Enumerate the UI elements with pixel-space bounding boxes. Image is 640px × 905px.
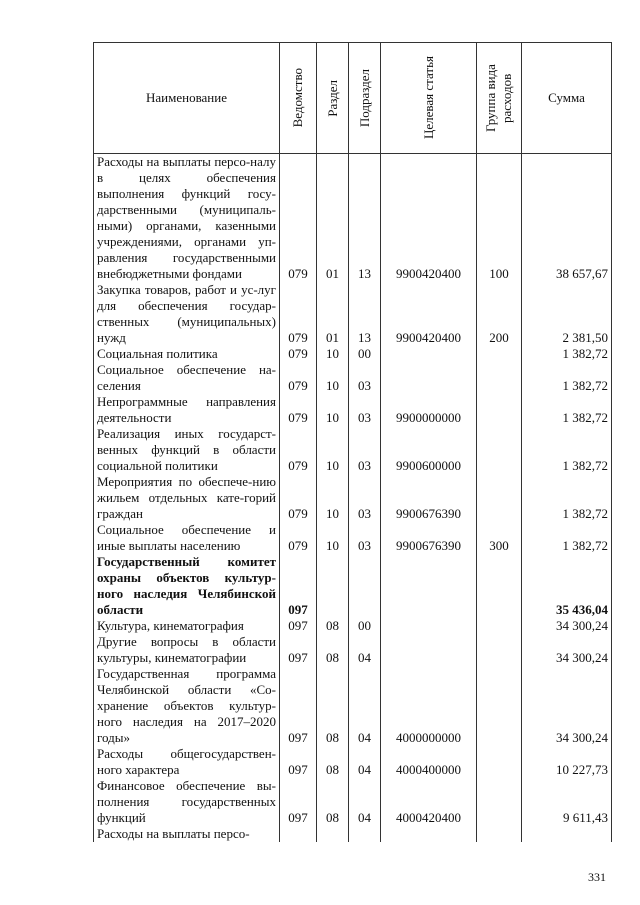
row-tselevaya-statya — [381, 634, 477, 666]
row-tselevaya-statya: 4000400000 — [381, 746, 477, 778]
header-tselevaya-statya: Целевая статья — [381, 43, 477, 154]
row-vedomstvo: 097 — [280, 778, 317, 826]
row-name: Расходы общегосударствен-ного характера — [94, 746, 280, 778]
header-name: Наименование — [94, 43, 280, 154]
table-row — [94, 746, 612, 778]
row-razdel: 10 — [317, 474, 349, 522]
row-razdel: 10 — [317, 362, 349, 394]
row-vedomstvo: 097 — [280, 618, 317, 634]
row-tselevaya-statya: 9900420400 — [381, 154, 477, 283]
row-vedomstvo: 097 — [280, 746, 317, 778]
row-podrazdel: 04 — [349, 746, 381, 778]
row-tselevaya-statya: 9900000000 — [381, 394, 477, 426]
table-header-row — [94, 43, 612, 154]
row-name: Государственный комитет охраны объектов культур-ного наследия Челябинской области — [94, 554, 280, 618]
row-tselevaya-statya — [381, 554, 477, 618]
row-podrazdel — [349, 826, 381, 842]
row-name: Расходы на выплаты персо- — [94, 826, 280, 842]
row-gruppa — [477, 634, 522, 666]
header-gruppa-vida-raskhodov: Группа вида расходов — [477, 43, 522, 154]
table-row — [94, 554, 612, 618]
table-row — [94, 826, 612, 842]
row-vedomstvo: 097 — [280, 554, 317, 618]
row-name: Государственная программа Челябинской области «Со-хранение объектов культур-ного наследия на 2017–2020 годы» — [94, 666, 280, 746]
row-gruppa — [477, 426, 522, 474]
row-tselevaya-statya: 9900600000 — [381, 426, 477, 474]
row-podrazdel: 03 — [349, 522, 381, 554]
row-name: Финансовое обеспечение вы-полнения государственных функций — [94, 778, 280, 826]
table-row — [94, 346, 612, 362]
row-vedomstvo: 097 — [280, 634, 317, 666]
row-gruppa — [477, 362, 522, 394]
row-tselevaya-statya — [381, 618, 477, 634]
row-tselevaya-statya: 4000000000 — [381, 666, 477, 746]
header-podrazdel: Подраздел — [349, 43, 381, 154]
row-summa: 1 382,72 — [522, 394, 612, 426]
header-razdel: Раздел — [317, 43, 349, 154]
row-razdel: 08 — [317, 634, 349, 666]
row-gruppa — [477, 826, 522, 842]
row-summa: 34 300,24 — [522, 634, 612, 666]
row-vedomstvo: 079 — [280, 362, 317, 394]
row-vedomstvo: 079 — [280, 522, 317, 554]
table-row — [94, 154, 612, 283]
row-gruppa — [477, 474, 522, 522]
row-name: Социальная политика — [94, 346, 280, 362]
row-podrazdel: 03 — [349, 426, 381, 474]
row-summa: 9 611,43 — [522, 778, 612, 826]
row-razdel: 08 — [317, 666, 349, 746]
row-name: Социальное обеспечение и иные выплаты населению — [94, 522, 280, 554]
row-summa: 35 436,04 — [522, 554, 612, 618]
row-vedomstvo: 079 — [280, 154, 317, 283]
table-row — [94, 394, 612, 426]
row-razdel: 10 — [317, 394, 349, 426]
row-razdel: 10 — [317, 426, 349, 474]
row-podrazdel: 13 — [349, 282, 381, 346]
row-razdel: 08 — [317, 618, 349, 634]
table-row — [94, 618, 612, 634]
row-tselevaya-statya: 9900676390 — [381, 522, 477, 554]
table-row — [94, 282, 612, 346]
row-vedomstvo: 079 — [280, 394, 317, 426]
table-row — [94, 426, 612, 474]
row-tselevaya-statya — [381, 346, 477, 362]
row-podrazdel: 04 — [349, 778, 381, 826]
row-gruppa: 300 — [477, 522, 522, 554]
table-row — [94, 666, 612, 746]
row-summa: 2 381,50 — [522, 282, 612, 346]
row-tselevaya-statya: 4000420400 — [381, 778, 477, 826]
row-gruppa — [477, 618, 522, 634]
page-number: 331 — [588, 870, 606, 884]
row-tselevaya-statya: 9900676390 — [381, 474, 477, 522]
row-gruppa — [477, 346, 522, 362]
table-row — [94, 474, 612, 522]
budget-table-page — [93, 42, 611, 842]
row-summa: 10 227,73 — [522, 746, 612, 778]
row-name: Реализация иных государст-венных функций в области социальной политики — [94, 426, 280, 474]
row-name: Культура, кинематография — [94, 618, 280, 634]
row-gruppa — [477, 746, 522, 778]
row-razdel: 08 — [317, 746, 349, 778]
row-podrazdel: 00 — [349, 618, 381, 634]
row-razdel: 01 — [317, 282, 349, 346]
row-name: Другие вопросы в области культуры, кинематографии — [94, 634, 280, 666]
row-podrazdel: 13 — [349, 154, 381, 283]
header-vedomstvo: Ведомство — [280, 43, 317, 154]
table-row — [94, 362, 612, 394]
row-tselevaya-statya — [381, 826, 477, 842]
row-gruppa — [477, 394, 522, 426]
row-vedomstvo: 097 — [280, 666, 317, 746]
row-name: Закупка товаров, работ и ус-луг для обеспечения государ-ственных (муниципальных) нужд — [94, 282, 280, 346]
budget-table — [93, 42, 612, 842]
table-row — [94, 778, 612, 826]
row-tselevaya-statya — [381, 362, 477, 394]
row-razdel: 01 — [317, 154, 349, 283]
row-razdel: 10 — [317, 522, 349, 554]
table-row — [94, 634, 612, 666]
row-razdel — [317, 826, 349, 842]
row-summa: 1 382,72 — [522, 522, 612, 554]
row-razdel: 10 — [317, 346, 349, 362]
row-podrazdel: 03 — [349, 394, 381, 426]
row-tselevaya-statya: 9900420400 — [381, 282, 477, 346]
row-gruppa — [477, 554, 522, 618]
row-vedomstvo: 079 — [280, 346, 317, 362]
table-row — [94, 522, 612, 554]
row-summa: 38 657,67 — [522, 154, 612, 283]
row-summa — [522, 826, 612, 842]
row-razdel — [317, 554, 349, 618]
row-gruppa — [477, 666, 522, 746]
row-vedomstvo: 079 — [280, 426, 317, 474]
row-gruppa — [477, 778, 522, 826]
row-summa: 1 382,72 — [522, 474, 612, 522]
row-podrazdel: 00 — [349, 346, 381, 362]
row-vedomstvo — [280, 826, 317, 842]
row-vedomstvo: 079 — [280, 282, 317, 346]
row-name: Мероприятия по обеспече-нию жильем отдельных кате-горий граждан — [94, 474, 280, 522]
row-gruppa: 100 — [477, 154, 522, 283]
row-podrazdel: 03 — [349, 362, 381, 394]
row-razdel: 08 — [317, 778, 349, 826]
row-summa: 34 300,24 — [522, 666, 612, 746]
row-summa: 1 382,72 — [522, 362, 612, 394]
row-gruppa: 200 — [477, 282, 522, 346]
row-podrazdel — [349, 554, 381, 618]
row-summa: 1 382,72 — [522, 346, 612, 362]
row-summa: 34 300,24 — [522, 618, 612, 634]
row-podrazdel: 03 — [349, 474, 381, 522]
row-summa: 1 382,72 — [522, 426, 612, 474]
header-summa: Сумма — [522, 43, 612, 154]
row-name: Непрограммные направления деятельности — [94, 394, 280, 426]
row-name: Расходы на выплаты персо-налу в целях обеспечения выполнения функций госу-дарственными (муниципаль-ными) органами, казенными учреждениями, органами уп-равления государственными внебюджетными фондами — [94, 154, 280, 283]
row-name: Социальное обеспечение на-селения — [94, 362, 280, 394]
row-podrazdel: 04 — [349, 634, 381, 666]
row-podrazdel: 04 — [349, 666, 381, 746]
row-vedomstvo: 079 — [280, 474, 317, 522]
